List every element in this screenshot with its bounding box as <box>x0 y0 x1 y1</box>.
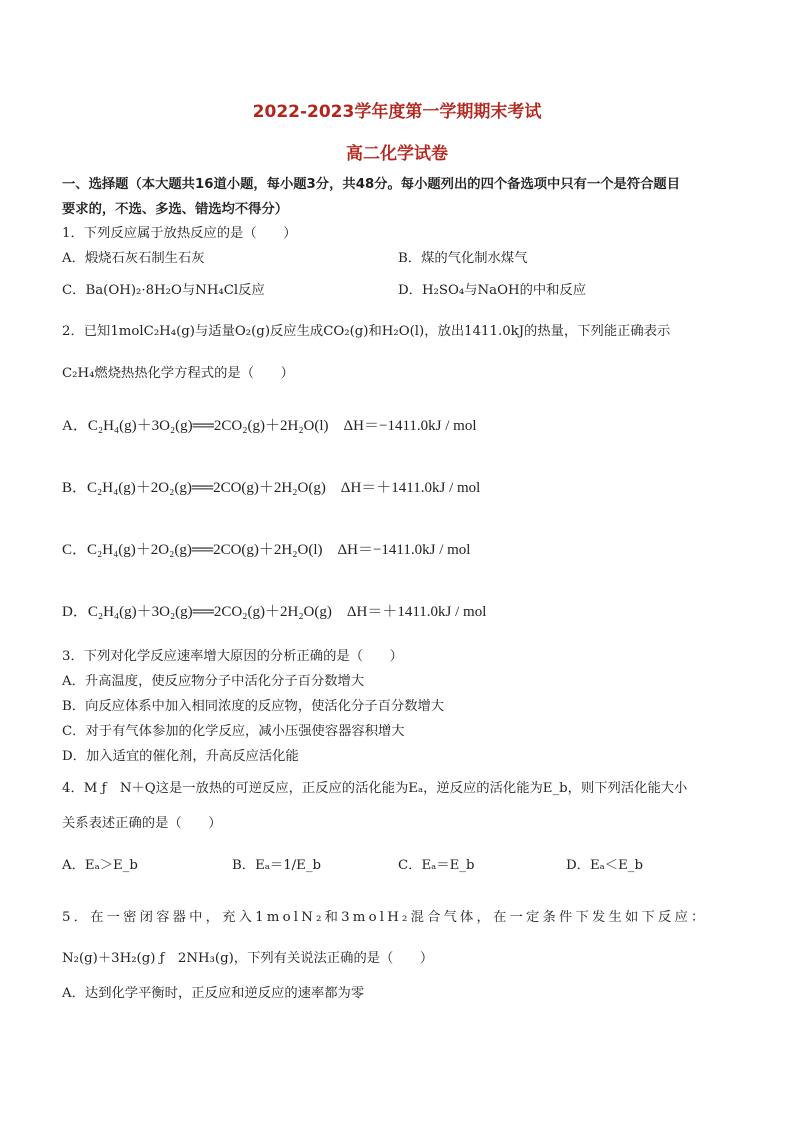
q4-stem-line2: 关系表述正确的是（ ） <box>62 816 222 831</box>
q2-option-b: B．C₂H₄(g)＋2O₂(g)══2CO(g)＋2H₂O(g) ΔH＝＋1411.0kJ / mol <box>62 480 481 496</box>
q2-stem-line1: 2．已知1molC₂H₄(g)与适量O₂(g)反应生成CO₂(g)和H₂O(l)，放出1411.0kJ的热量，下列能正确表示 <box>62 324 671 339</box>
q4-option-c: C．Eₐ＝E_b <box>398 858 475 873</box>
q4-option-d: D．Eₐ＜E_b <box>566 858 643 873</box>
section1-line1: 一、选择题（本大题共16道小题，每小题3分，共48分。每小题列出的四个备选项中只有一个是符合题目 <box>62 177 681 192</box>
exam-subtitle: 高二化学试卷 <box>346 144 448 164</box>
q4-stem-line1: 4．M ƒ N＋Q这是一放热的可逆反应，正反应的活化能为Eₐ，逆反应的活化能为E_b，则下列活化能大小 <box>62 781 688 796</box>
q1-option-c: C．Ba(OH)₂·8H₂O与NH₄Cl反应 <box>62 283 265 298</box>
q1-option-d: D．H₂SO₄与NaOH的中和反应 <box>398 283 587 298</box>
q1-stem: 1．下列反应属于放热反应的是（ ） <box>62 226 297 241</box>
q4-option-a: A．Eₐ＞E_b <box>62 858 138 873</box>
q3-option-b: B．向反应体系中加入相同浓度的反应物，使活化分子百分数增大 <box>62 699 445 714</box>
q5-option-a: A．达到化学平衡时，正反应和逆反应的速率都为零 <box>62 986 365 1001</box>
q5-stem-line1: 5．在一密闭容器中，充入1molN₂和3molH₂混合气体，在一定条件下发生如下反应： <box>62 910 708 925</box>
q3-option-d: D．加入适宜的催化剂，升高反应活化能 <box>62 749 299 764</box>
q3-option-a: A．升高温度，使反应物分子中活化分子百分数增大 <box>62 674 365 689</box>
q2-option-d: D．C₂H₄(g)＋3O₂(g)══2CO₂(g)＋2H₂O(g) ΔH＝＋1411.0kJ / mol <box>62 604 487 620</box>
exam-title: 2022-2023学年度第一学期期末考试 <box>252 102 542 122</box>
q4-option-b: B．Eₐ＝1/E_b <box>232 858 322 873</box>
q3-stem: 3．下列对化学反应速率增大原因的分析正确的是（ ） <box>62 649 403 664</box>
section1-line2: 要求的，不选、多选、错选均不得分） <box>62 202 289 217</box>
q2-option-a: A．C₂H₄(g)＋3O₂(g)══2CO₂(g)＋2H₂O(l) ΔH＝−1411.0kJ / mol <box>62 418 477 434</box>
q3-option-c: C．对于有气体参加的化学反应，减小压强使容器容积增大 <box>62 724 405 739</box>
q2-option-c: C．C₂H₄(g)＋2O₂(g)══2CO(g)＋2H₂O(l) ΔH＝−1411.0kJ / mol <box>62 542 471 558</box>
q2-stem-line2: C₂H₄燃烧热热化学方程式的是（ ） <box>62 366 294 381</box>
q1-option-a: A．煅烧石灰石制生石灰 <box>62 251 205 266</box>
q5-stem-line2: N₂(g)＋3H₂(g) ƒ 2NH₃(g)，下列有关说法正确的是（ ） <box>62 951 434 966</box>
q1-option-b: B．煤的气化制水煤气 <box>398 251 528 266</box>
